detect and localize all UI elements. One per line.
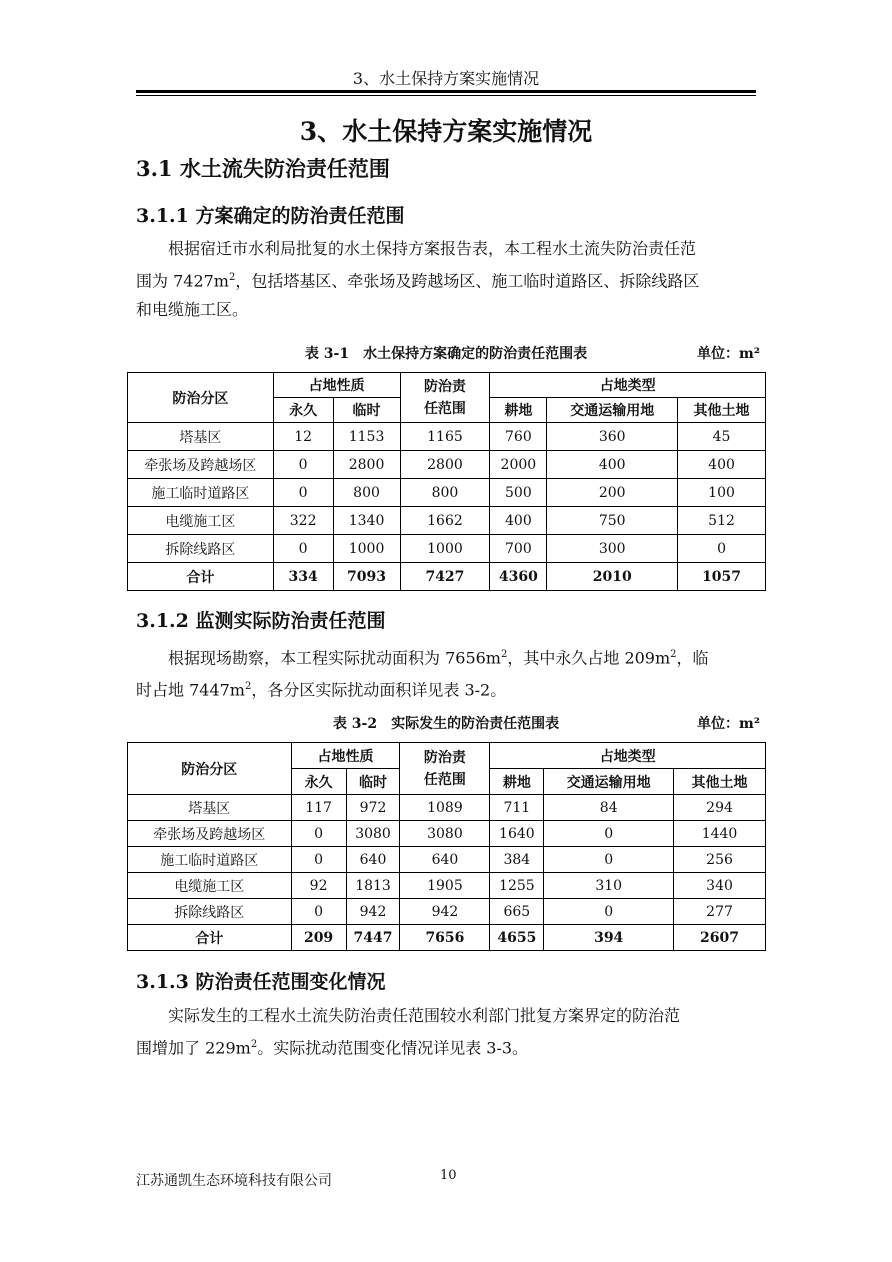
cell-scope: 7656: [400, 925, 490, 951]
cell-zone: 施工临时道路区: [128, 479, 274, 507]
cell-scope: 3080: [400, 821, 490, 847]
table-row: [128, 795, 766, 821]
cell-zone: 塔基区: [128, 423, 274, 451]
cell-farmland: 2000: [490, 451, 547, 479]
cell-temporary: 800: [333, 479, 400, 507]
section-heading-3-1-2: 3.1.2 监测实际防治责任范围: [136, 610, 386, 632]
header-land-type: 占地类型: [490, 373, 766, 398]
cell-transport: 0: [544, 847, 674, 873]
table-total-row: [128, 563, 766, 591]
table-2: [127, 742, 766, 951]
table-row: [128, 899, 766, 925]
table-row: [128, 821, 766, 847]
table-1-title: 表 3-1 水土保持方案确定的防治责任范围表: [304, 346, 588, 362]
cell-temporary: 640: [346, 847, 400, 873]
cell-temporary: 2800: [333, 451, 400, 479]
table-header-row: [128, 743, 766, 769]
cell-zone: 牵张场及跨越场区: [128, 821, 292, 847]
header-other: 其他土地: [674, 769, 766, 795]
cell-other: 0: [678, 535, 766, 563]
header-land-nature: 占地性质: [273, 373, 400, 398]
header-rule-thin: [136, 95, 756, 96]
cell-transport: 200: [547, 479, 678, 507]
text-run: ，其中永久占地 209m: [507, 648, 671, 668]
header-transport: 交通运输用地: [544, 769, 674, 795]
cell-scope: 1000: [400, 535, 490, 563]
chapter-title: 3、水土保持方案实施情况: [299, 117, 593, 146]
cell-other: 100: [678, 479, 766, 507]
cell-zone: 拆除线路区: [128, 535, 274, 563]
text-run: 。实际扰动范围变化情况详见表 3-3。: [257, 1038, 529, 1058]
table-1-unit: 单位：m²: [697, 346, 760, 362]
text-run: 围增加了 229m: [136, 1038, 251, 1058]
cell-zone: 施工临时道路区: [128, 847, 292, 873]
cell-temporary: 972: [346, 795, 400, 821]
cell-temporary: 1813: [346, 873, 400, 899]
superscript: 2: [244, 681, 252, 693]
paragraph-3-line-1: 实际发生的工程水土流失防治责任范围较水利部门批复方案界定的防治范: [168, 1006, 681, 1025]
cell-other: 2607: [674, 925, 766, 951]
cell-transport: 0: [544, 821, 674, 847]
cell-scope: 800: [400, 479, 490, 507]
paragraph-2-line-1: [136, 640, 756, 672]
cell-scope: 2800: [400, 451, 490, 479]
section-heading-3-1: 3.1 水土流失防治责任范围: [136, 156, 390, 181]
superscript: 2: [670, 649, 677, 660]
cell-other: 400: [678, 451, 766, 479]
cell-permanent: 0: [273, 535, 333, 563]
cell-scope: 1662: [400, 507, 490, 535]
cell-farmland: 500: [490, 479, 547, 507]
cell-permanent: 334: [273, 563, 333, 591]
table-row: [128, 507, 766, 535]
cell-permanent: 117: [291, 795, 346, 821]
header-permanent: 永久: [273, 398, 333, 423]
table-1: [127, 372, 766, 591]
paragraph-1-line-3: 和电缆施工区。: [136, 300, 249, 320]
cell-zone: 牵张场及跨越场区: [128, 451, 274, 479]
cell-zone: 电缆施工区: [128, 873, 292, 899]
header-farmland: 耕地: [490, 398, 547, 423]
table-row: [128, 873, 766, 899]
cell-other: 45: [678, 423, 766, 451]
table-row: [128, 847, 766, 873]
paragraph-1-line-1: 根据宿迁市水利局批复的水土保持方案报告表，本工程水土流失防治责任范: [168, 239, 697, 258]
table-row: [128, 423, 766, 451]
cell-temporary: 1153: [333, 423, 400, 451]
cell-transport: 310: [544, 873, 674, 899]
cell-zone: 电缆施工区: [128, 507, 274, 535]
header-other: 其他土地: [678, 398, 766, 423]
cell-farmland: 1640: [490, 821, 544, 847]
cell-transport: 0: [544, 899, 674, 925]
cell-scope: 1905: [400, 873, 490, 899]
cell-zone: 合计: [128, 563, 274, 591]
cell-scope: 1089: [400, 795, 490, 821]
cell-other: 340: [674, 873, 766, 899]
table-row: [128, 451, 766, 479]
cell-permanent: 322: [273, 507, 333, 535]
paragraph-1-line-2: [136, 263, 756, 295]
header-scope: 防治责任范围: [400, 743, 490, 795]
cell-permanent: 12: [273, 423, 333, 451]
cell-temporary: 3080: [346, 821, 400, 847]
cell-permanent: 0: [291, 847, 346, 873]
cell-temporary: 1000: [333, 535, 400, 563]
header-zone: 防治分区: [128, 743, 292, 795]
cell-permanent: 0: [273, 451, 333, 479]
cell-other: 1057: [678, 563, 766, 591]
cell-permanent: 0: [291, 899, 346, 925]
text-run: ，包括塔基区、牵张场及跨越场区、施工临时道路区、拆除线路区: [235, 271, 700, 291]
cell-other: 1440: [674, 821, 766, 847]
cell-farmland: 700: [490, 535, 547, 563]
cell-scope: 640: [400, 847, 490, 873]
cell-temporary: 942: [346, 899, 400, 925]
superscript: 2: [228, 272, 236, 283]
header-land-type: 占地类型: [490, 743, 766, 769]
footer-company: 江苏通凯生态环境科技有限公司: [136, 1173, 332, 1189]
cell-permanent: 209: [291, 925, 346, 951]
cell-transport: 394: [544, 925, 674, 951]
header-permanent: 永久: [291, 769, 346, 795]
cell-transport: 360: [547, 423, 678, 451]
text-run: ，临: [676, 648, 709, 668]
cell-transport: 84: [544, 795, 674, 821]
cell-zone: 拆除线路区: [128, 899, 292, 925]
cell-temporary: 7093: [333, 563, 400, 591]
cell-temporary: 1340: [333, 507, 400, 535]
header-scope: 防治责任范围: [400, 373, 490, 423]
page-number: 10: [440, 1168, 457, 1183]
paragraph-3: [136, 1001, 756, 1062]
cell-temporary: 7447: [346, 925, 400, 951]
table-2-unit: 单位：m²: [697, 716, 760, 732]
superscript: 2: [500, 649, 508, 660]
cell-transport: 2010: [547, 563, 678, 591]
cell-farmland: 4655: [490, 925, 544, 951]
header-temporary: 临时: [333, 398, 400, 423]
cell-farmland: 760: [490, 423, 547, 451]
cell-scope: 942: [400, 899, 490, 925]
section-heading-3-1-1: 3.1.1 方案确定的防治责任范围: [136, 205, 405, 227]
table-header-row: [128, 373, 766, 398]
cell-farmland: 4360: [490, 563, 547, 591]
cell-permanent: 0: [273, 479, 333, 507]
cell-farmland: 1255: [490, 873, 544, 899]
cell-farmland: 400: [490, 507, 547, 535]
cell-transport: 400: [547, 451, 678, 479]
cell-permanent: 92: [291, 873, 346, 899]
cell-other: 294: [674, 795, 766, 821]
section-heading-3-1-3: 3.1.3 防治责任范围变化情况: [136, 971, 386, 993]
table-2-title: 表 3-2 实际发生的防治责任范围表: [332, 716, 560, 732]
cell-other: 277: [674, 899, 766, 925]
header-land-nature: 占地性质: [291, 743, 400, 769]
cell-transport: 300: [547, 535, 678, 563]
table-row: [128, 535, 766, 563]
cell-scope: 1165: [400, 423, 490, 451]
header-transport: 交通运输用地: [547, 398, 678, 423]
cell-other: 256: [674, 847, 766, 873]
table-total-row: [128, 925, 766, 951]
header-farmland: 耕地: [490, 769, 544, 795]
header-zone: 防治分区: [128, 373, 274, 423]
text-run: 根据现场勘察，本工程实际扰动面积为 7656m: [168, 648, 501, 668]
table-row: [128, 479, 766, 507]
header-rule-thick: [136, 90, 756, 93]
cell-farmland: 665: [490, 899, 544, 925]
cell-farmland: 711: [490, 795, 544, 821]
header-temporary: 临时: [346, 769, 400, 795]
cell-permanent: 0: [291, 821, 346, 847]
cell-scope: 7427: [400, 563, 490, 591]
paragraph-3-line-2: [136, 1030, 756, 1062]
cell-zone: 合计: [128, 925, 292, 951]
text-run: 时占地 7447m: [136, 680, 245, 700]
running-header: 3、水土保持方案实施情况: [352, 69, 540, 88]
cell-zone: 塔基区: [128, 795, 292, 821]
paragraph-2-line-2: [136, 672, 756, 704]
text-run: ，各分区实际扰动面积详见表 3-2。: [251, 680, 507, 700]
cell-other: 512: [678, 507, 766, 535]
paragraph-2: [136, 640, 756, 705]
text-run: 围为 7427m: [136, 271, 229, 291]
cell-farmland: 384: [490, 847, 544, 873]
paragraph-1: [136, 234, 756, 324]
cell-transport: 750: [547, 507, 678, 535]
superscript: 2: [250, 1039, 258, 1050]
